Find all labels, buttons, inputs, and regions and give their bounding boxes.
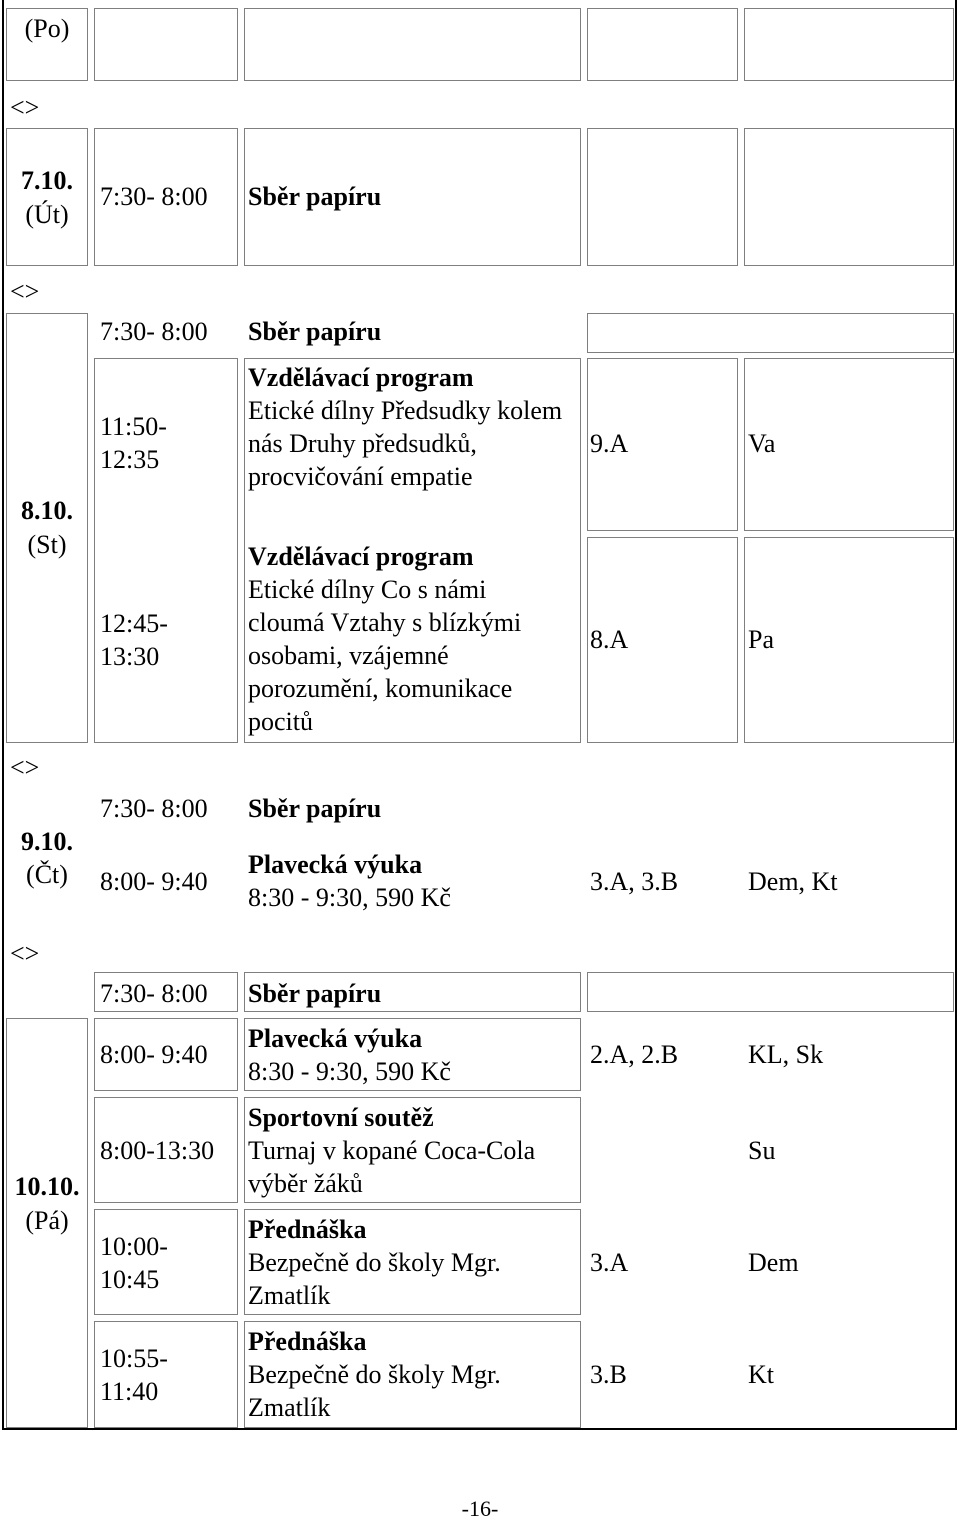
day-weekday: (Po)	[24, 14, 70, 43]
event-teacher: Pa	[748, 625, 774, 654]
event-time: 8:00-13:30	[100, 1136, 215, 1165]
event-time: 7:30- 8:00	[100, 317, 208, 346]
event-title: Přednáška	[248, 1327, 367, 1356]
event-title: Vzdělávací program	[248, 363, 474, 392]
event-title: Sportovní soutěž	[248, 1103, 434, 1132]
teacher-cell	[744, 358, 954, 531]
event-time: 12:45- 13:30	[100, 609, 168, 671]
event-title: Sběr papíru	[248, 182, 382, 211]
event-time: 7:30- 8:00	[100, 794, 208, 823]
event-title: Sběr papíru	[248, 317, 382, 346]
event-title: Přednáška	[248, 1215, 367, 1244]
event-time: 10:00- 10:45	[100, 1232, 168, 1294]
day-separator: <>	[10, 277, 40, 306]
event-class: 3.A	[590, 1248, 629, 1277]
event-details: Bezpečně do školy Mgr. Zmatlík	[248, 1360, 501, 1422]
day-weekday: (Út)	[25, 200, 69, 229]
event-teacher: Kt	[748, 1360, 774, 1389]
event-time: 10:55- 11:40	[100, 1344, 168, 1406]
event-details: 8:30 - 9:30, 590 Kč	[248, 1057, 451, 1086]
class-cell	[587, 128, 738, 266]
event-title: Plavecká výuka	[248, 850, 423, 879]
teacher-cell	[744, 537, 954, 743]
class-cell	[587, 8, 738, 81]
day-date: 7.10.	[21, 166, 73, 195]
day-weekday: (Čt)	[26, 860, 68, 889]
event-time: 7:30- 8:00	[100, 182, 208, 211]
event-teacher: Va	[748, 429, 776, 458]
event-details: 8:30 - 9:30, 590 Kč	[248, 883, 451, 912]
day-weekday: (St)	[27, 530, 67, 559]
event-class: 8.A	[590, 625, 629, 654]
event-details: Etické dílny Co s námi cloumá Vztahy s blízkými osobami, vzájemné porozumění, komunikace pocitů	[248, 575, 522, 736]
day-date: 9.10.	[21, 827, 73, 856]
event-details: Bezpečně do školy Mgr. Zmatlík	[248, 1248, 501, 1310]
event-teacher: Dem, Kt	[748, 867, 838, 896]
class-teacher-cell	[587, 972, 954, 1012]
event-class: 3.A, 3.B	[590, 867, 679, 896]
day-separator: <>	[10, 753, 40, 782]
day-separator: <>	[10, 93, 40, 122]
day-cell	[6, 128, 88, 266]
page-number: -16-	[461, 1496, 499, 1521]
class-teacher-cell	[587, 313, 954, 353]
event-title: Sběr papíru	[248, 794, 382, 823]
event-class: 9.A	[590, 429, 629, 458]
teacher-cell	[744, 8, 954, 81]
event-time: 8:00- 9:40	[100, 1040, 208, 1069]
event-title: Vzdělávací program	[248, 542, 474, 571]
event-title: Plavecká výuka	[248, 1024, 423, 1053]
event-teacher: Dem	[748, 1248, 799, 1277]
time-cell	[94, 8, 238, 81]
day-date: 8.10.	[21, 496, 73, 525]
event-class: 3.B	[590, 1360, 627, 1389]
day-weekday: (Pá)	[25, 1206, 69, 1235]
teacher-cell	[744, 128, 954, 266]
event-details: Etické dílny Předsudky kolem nás Druhy předsudků, procvičování empatie	[248, 396, 563, 491]
event-time: 11:50- 12:35	[100, 412, 167, 474]
event-title: Sběr papíru	[248, 979, 382, 1008]
day-date: 10.10.	[14, 1172, 80, 1201]
event-time: 8:00- 9:40	[100, 867, 208, 896]
event-teacher: KL, Sk	[748, 1040, 824, 1069]
event-teacher: Su	[748, 1136, 776, 1165]
event-time: 7:30- 8:00	[100, 979, 208, 1008]
event-class: 2.A, 2.B	[590, 1040, 679, 1069]
event-details: Turnaj v kopané Coca-Cola výběr žáků	[248, 1136, 536, 1198]
event-cell	[244, 8, 581, 81]
day-separator: <>	[10, 939, 40, 968]
